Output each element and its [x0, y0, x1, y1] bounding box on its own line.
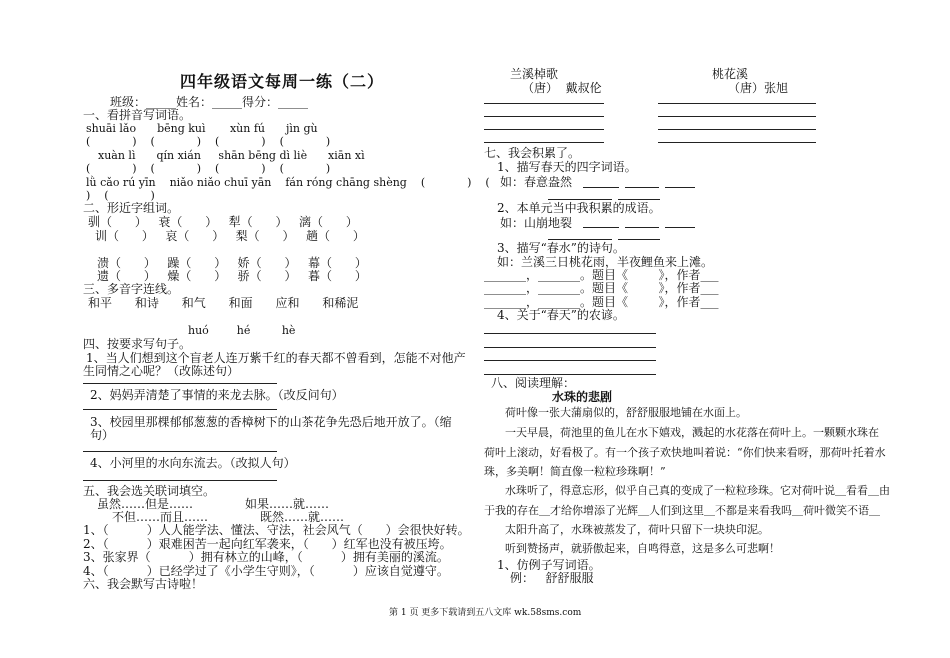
poem-2-title: 桃花溪	[712, 67, 749, 81]
poem-2-author: （唐）张旭	[728, 81, 789, 95]
blank	[548, 239, 612, 240]
story-title: 水珠的悲剧	[552, 390, 613, 404]
section-3-heading: 三、多音字连线。	[83, 282, 180, 296]
blank-row-3: ) ( )	[86, 189, 155, 202]
blank	[625, 227, 659, 228]
blank-row-2: ( ) ( ) ( ) ( )	[86, 162, 331, 175]
story-paragraph: 听到赞扬声，就骄傲起来，自鸣得意，这是多么可悲啊！	[505, 542, 780, 555]
page-footer: 第 1 页 更多下载请到五八文库 wk.58sms.com	[389, 608, 582, 618]
student-info-line: 班级：_____姓名：_____得分：_____	[110, 95, 309, 109]
story-paragraph: 于我的存在＿才给你增添了光辉＿人们到这里＿不都是来看我吗＿荷叶微笑不语＿	[484, 504, 880, 517]
accumulate-q1-example: 如：春意盎然	[500, 175, 573, 189]
conjunction-item: 4、（ ）已经学过了《小学生守则》，（ ）应该自觉遵守。	[83, 564, 449, 578]
poem-line	[484, 116, 604, 117]
pinyin-row-3: lǜ cǎo rú yīn niǎo niǎo chuī yān fán róng chāng shèng ( ) (	[86, 176, 490, 189]
answer-line	[83, 480, 277, 481]
accumulate-q3-example: 如：兰溪三日桃花雨，半夜鲤鱼来上滩。	[497, 255, 714, 269]
conjunction-item: 1、（ ）人人能学法、懂法、守法，社会风气（ ）会很快好转。	[83, 523, 470, 537]
poem-line	[658, 142, 816, 143]
answer-line	[484, 360, 656, 361]
poem-line	[484, 142, 604, 143]
story-paragraph: 荷叶像一张大蒲扇似的，舒舒服服地铺在水面上。	[505, 406, 747, 419]
blank	[583, 187, 619, 188]
blank	[665, 187, 695, 188]
story-paragraph: 荷叶上滚动，好看极了。有一个孩子欢快地叫着说：“你们快来看呀，那荷叶托着水	[484, 446, 886, 459]
poem-1-title: 兰溪棹歌	[510, 67, 559, 81]
blank	[625, 187, 659, 188]
similar-char-row: 驯（ ） 衰（ ） 犁（ ） 漓（ ）	[88, 215, 358, 229]
blank	[583, 227, 619, 228]
poem-fill-line: _______，_______。题目《 》，作者___	[484, 268, 719, 282]
sentence-q2: 2、妈妈弄清楚了事情的来龙去脉。（改反问句）	[90, 388, 344, 402]
section-1-heading: 一、看拼音写词语。	[83, 108, 192, 122]
blank	[618, 239, 660, 240]
poem-1-author: （唐） 戴叔伦	[522, 81, 602, 95]
similar-char-row: 训（ ） 哀（ ） 梨（ ） 趟（ ）	[95, 229, 365, 243]
answer-line	[83, 409, 277, 410]
sentence-q1-line1: 1、当人们想到这个盲老人连万紫千红的春天都不曾看到，怎能不对他产	[86, 351, 466, 365]
answer-line	[484, 347, 656, 348]
polyphone-pinyin: huó hé hè	[188, 324, 296, 337]
reading-q1: 1、仿例子写词语。	[497, 558, 601, 572]
section-4-heading: 四、按要求写句子。	[83, 337, 192, 351]
poem-line	[484, 103, 604, 104]
sentence-q3-line2: 句）	[90, 428, 115, 442]
polyphone-words: 和平 和诗 和气 和面 应和 和稀泥	[88, 296, 359, 310]
pinyin-row-1: shuāi lǎo bēng kuì xùn fú jìn gù	[86, 122, 318, 135]
sentence-q1-line2: 生同情之心呢？（改陈述句）	[83, 364, 240, 378]
answer-line	[484, 374, 656, 375]
answer-line	[83, 383, 277, 384]
blank	[548, 199, 612, 200]
poem-fill-line: _______，_______。题目《 》，作者___	[484, 295, 719, 309]
accumulate-q2-example: 如：山崩地裂	[500, 216, 573, 230]
conjunction-item: 3、张家界（ ）拥有林立的山峰，（ ）拥有美丽的溪流。	[83, 550, 449, 564]
conjunction-option: 虽然……但是……	[97, 497, 194, 511]
reading-q1-example: 例： 舒舒服服	[510, 571, 594, 585]
story-paragraph: 太阳升高了，水珠被蒸发了，荷叶只留下一块块印泥。	[505, 523, 769, 536]
poem-line	[658, 129, 816, 130]
accumulate-q4: 4、关于“春天”的农谚。	[497, 308, 625, 322]
section-5-heading: 五、我会选关联词填空。	[83, 484, 216, 498]
poem-line	[658, 116, 816, 117]
blank	[665, 227, 695, 228]
story-paragraph: 一天早晨，荷池里的鱼儿在水下嬉戏，溅起的水花落在荷叶上。一颗颗水珠在	[505, 426, 879, 439]
accumulate-q2: 2、本单元当中我积累的成语。	[497, 201, 661, 215]
answer-line	[484, 333, 656, 334]
story-paragraph: 珠，多美啊！简直像一粒粒珍珠啊！”	[484, 465, 666, 478]
accumulate-q1: 1、描写春天的四字词语。	[497, 160, 637, 174]
section-6-heading: 六、我会默写古诗啦！	[83, 577, 204, 591]
poem-line	[484, 129, 604, 130]
sentence-q3-line1: 3、校园里那棵郁郁葱葱的香樟树下的山茶花争先恐后地开放了。（缩	[90, 415, 452, 429]
poem-fill-line: _______，_______。题目《 》，作者___	[484, 281, 719, 295]
section-7-heading: 七、我会积累了。	[484, 146, 581, 160]
poem-line	[658, 103, 816, 104]
conjunction-option: 不但……而且……	[112, 510, 209, 524]
pinyin-row-2: xuàn lì qín xián shān bēng dì liè xiān xì	[98, 149, 365, 162]
page-title: 四年级语文每周一练（二）	[180, 72, 385, 91]
sentence-q4: 4、小河里的水向东流去。（改拟人句）	[90, 456, 296, 470]
similar-char-row: 遗（ ） 燥（ ） 骄（ ） 暮（ ）	[97, 269, 367, 283]
blank-row-1: ( ) ( ) ( ) ( )	[86, 135, 331, 148]
accumulate-q3: 3、描写“春水”的诗句。	[497, 241, 625, 255]
conjunction-item: 2、（ ）艰难困苦一起向红军袭来，（ ）红军也没有被压垮。	[83, 537, 452, 551]
conjunction-option: 既然……就……	[260, 510, 345, 524]
story-paragraph: 水珠听了，得意忘形，似乎自己真的变成了一粒粒珍珠。它对荷叶说＿看看＿由	[505, 484, 890, 497]
similar-char-row: 溃（ ） 躁（ ） 娇（ ） 幕（ ）	[97, 256, 367, 270]
conjunction-option: 如果……就……	[245, 497, 330, 511]
answer-line	[83, 451, 277, 452]
section-2-heading: 二、形近字组词。	[83, 201, 180, 215]
section-8-heading: 八、阅读理解：	[491, 376, 576, 390]
blank	[618, 199, 660, 200]
